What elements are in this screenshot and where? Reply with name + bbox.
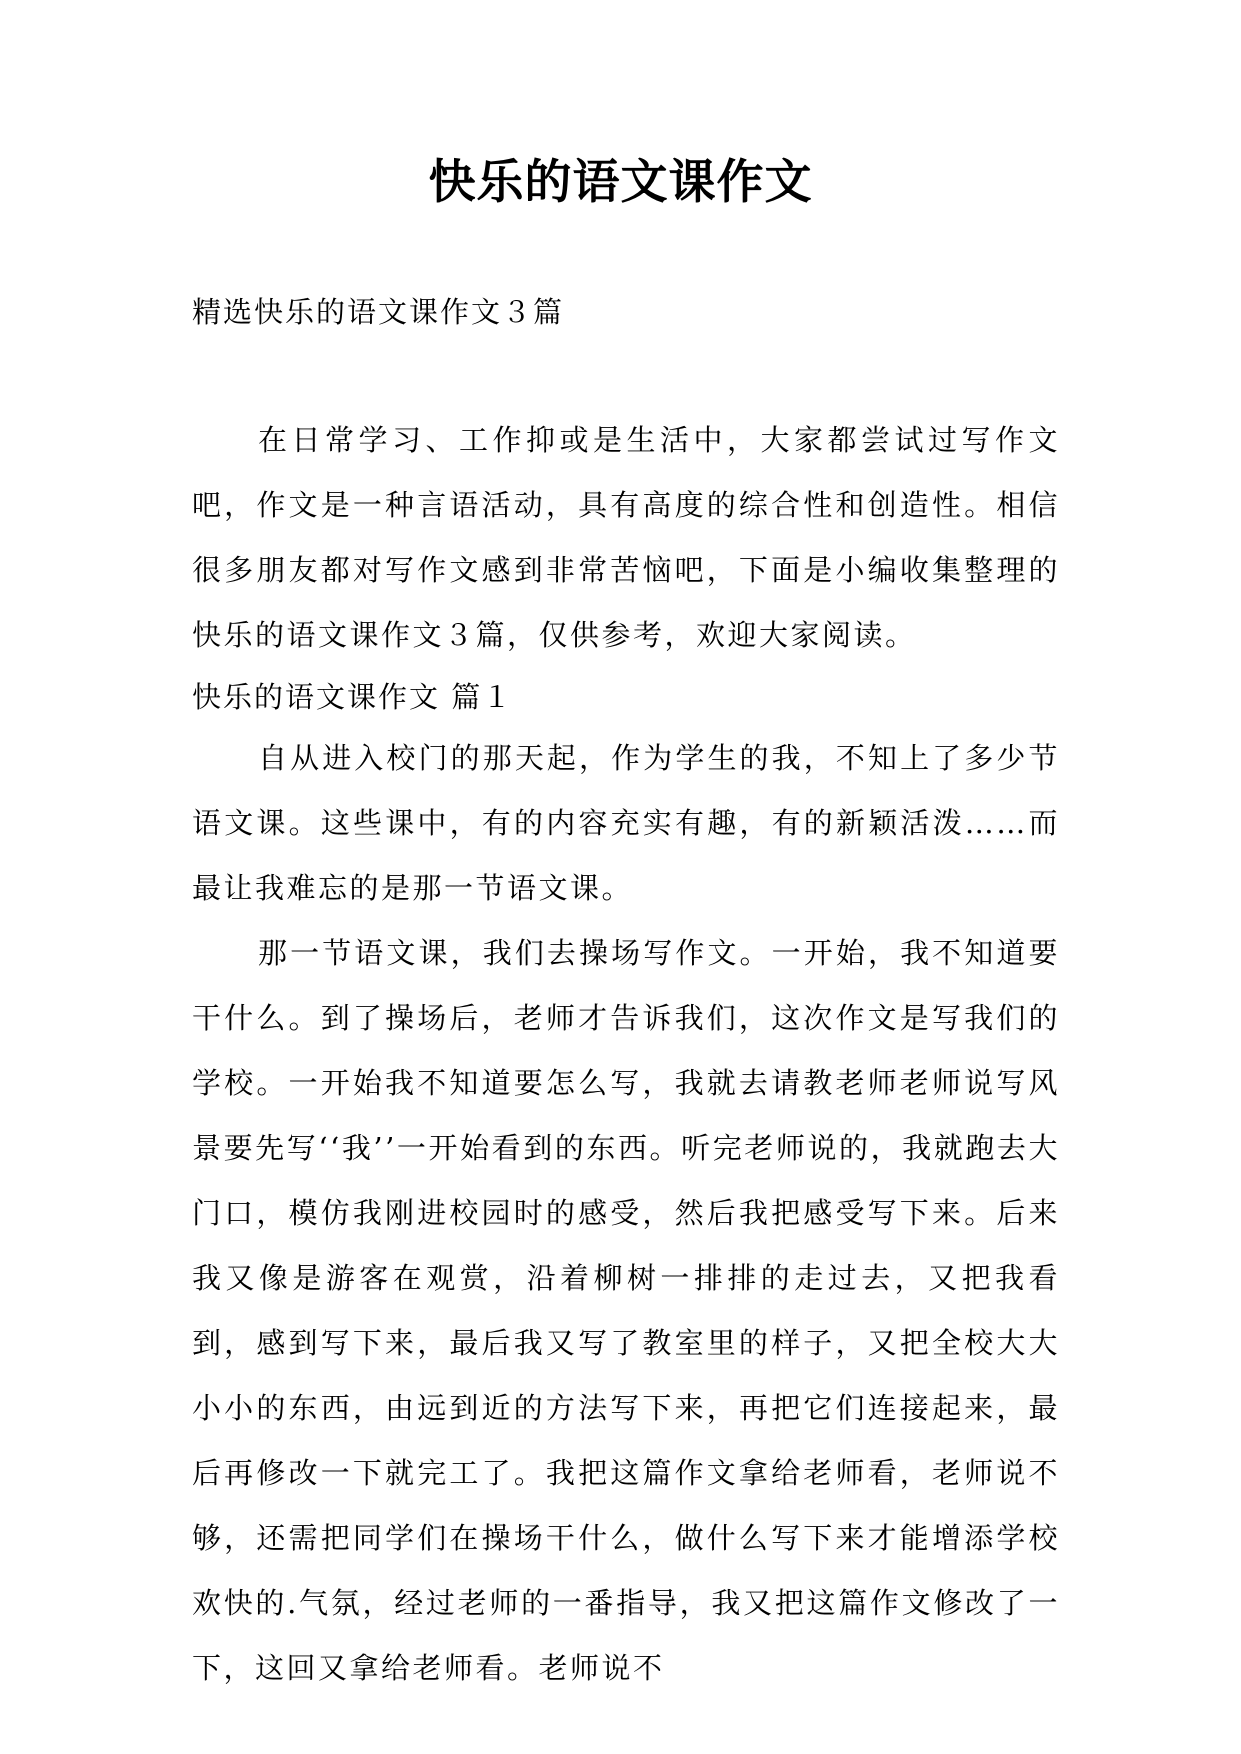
section-heading: 快乐的语文课作文 篇１ bbox=[192, 680, 514, 714]
document-title: 快乐的语文课作文 bbox=[428, 155, 813, 210]
intro-paragraph: 在日常学习、工作抑或是生活中，大家都尝试过写作文吧，作文是一种言语活动，具有高度的综合性和创造性。相信很多朋友都对写作文感到非常苦恼吧，下面是小编收集整理的快乐的语文课作文３篇，仅供参考，欢迎大家阅读。 bbox=[192, 423, 1060, 652]
body-paragraph: 自从进入校门的那天起，作为学生的我，不知上了多少节语文课。这些课中，有的内容充实有趣，有的新颖活泼……而最让我难忘的是那一节语文课。 bbox=[192, 741, 1060, 905]
document-subtitle: 精选快乐的语文课作文３篇 bbox=[192, 295, 565, 329]
body-paragraph: 那一节语文课，我们去操场写作文。一开始，我不知道要干什么。到了操场后，老师才告诉我们，这次作文是写我们的学校。一开始我不知道要怎么写，我就去请教老师老师说写风景要先写‘‘我’’一开始看到的东西。听完老师说的，我就跑去大门口，模仿我刚进校园时的感受，然后我把感受写下来。后来我又像是游客在观赏，沿着柳树一排排的走过去，又把我看到，感到写下来，最后我又写了教室里的样子，又把全校大大小小的东西，由远到近的方法写下来，再把它们连接起来，最后再修改一下就完工了。我把这篇作文拿给老师看，老师说不够，还需把同学们在操场干什么，做什么写下来才能增添学校欢快的.气氛，经过老师的一番指导，我又把这篇作文修改了一下，这回又拿给老师看。老师说不 bbox=[192, 936, 1060, 1685]
document-body bbox=[192, 408, 1060, 1701]
